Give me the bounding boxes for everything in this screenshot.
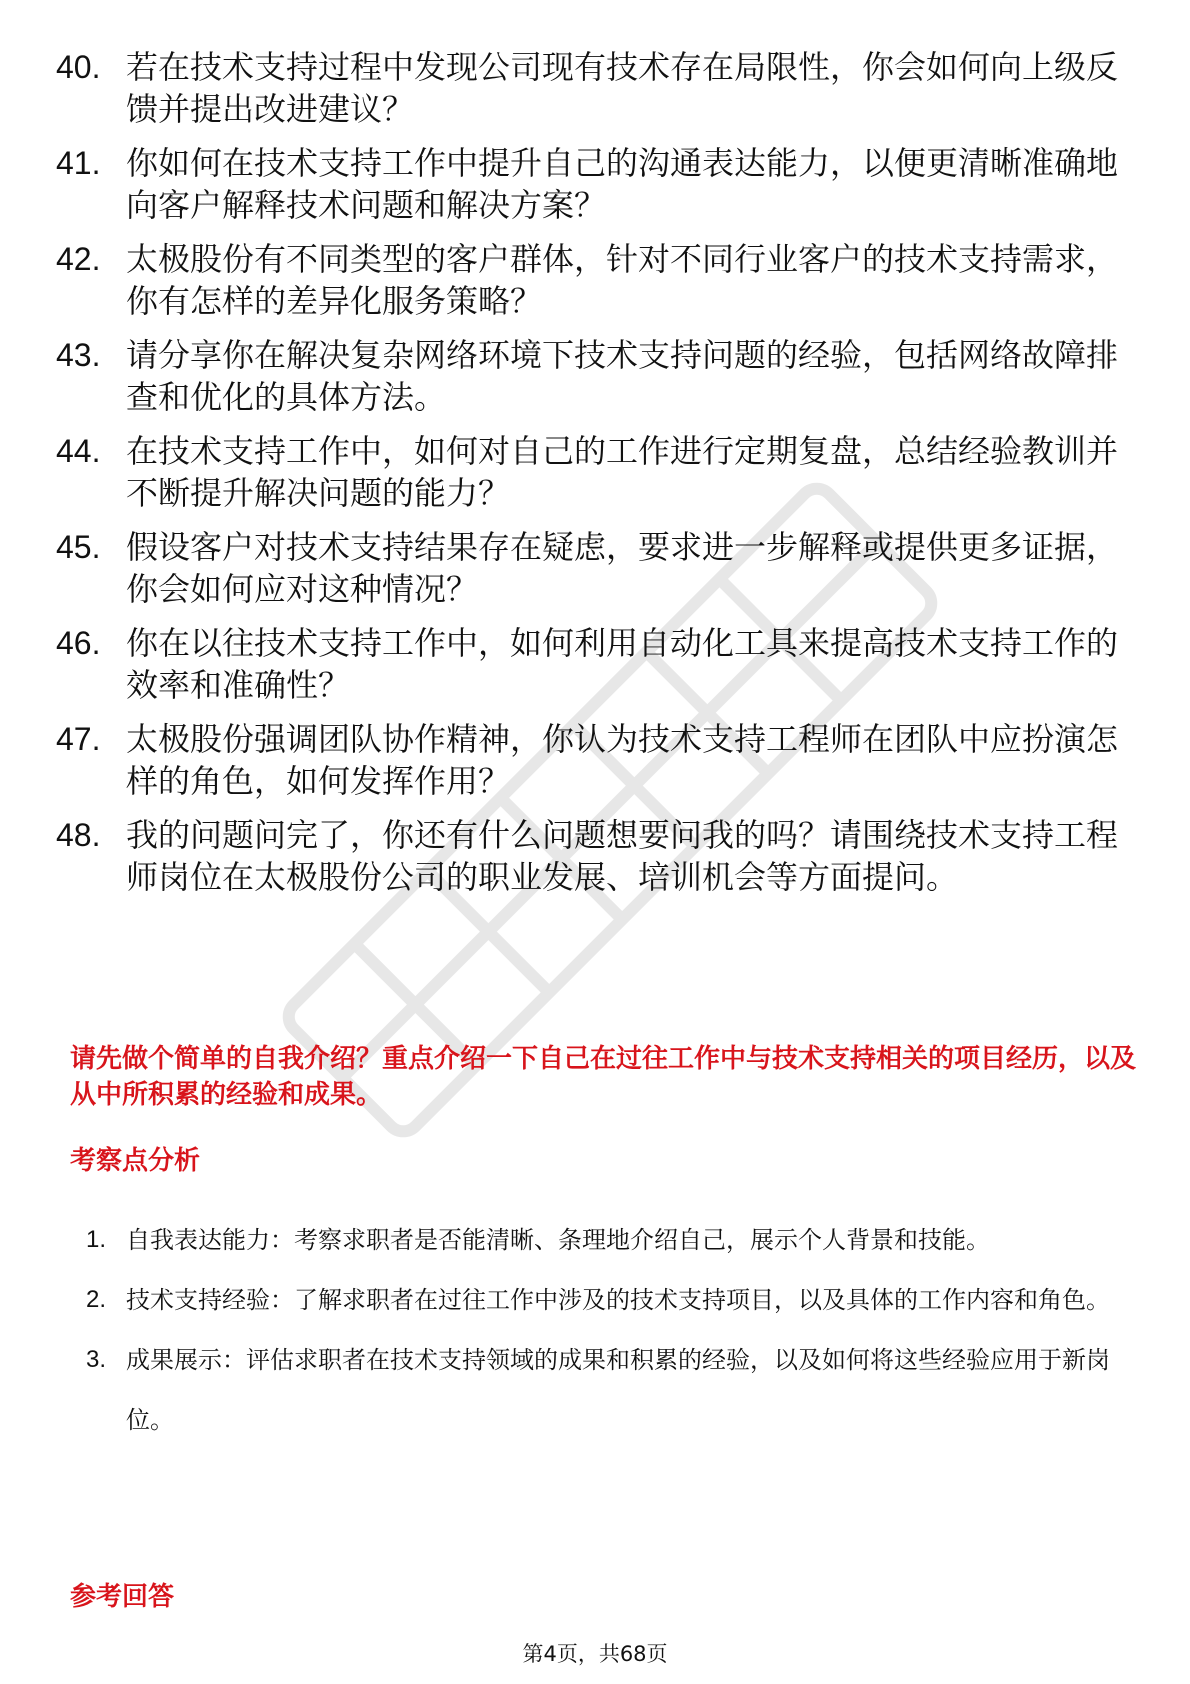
analysis-item (86, 1210, 1126, 1270)
question-item (56, 814, 1136, 898)
question-text: 我的问题问完了，你还有什么问题想要问我的吗？请围绕技术支持工程师岗位在太极股份公司的职业发展、培训机会等方面提问。 (126, 816, 1119, 896)
question-text: 若在技术支持过程中发现公司现有技术存在局限性，你会如何向上级反馈并提出改进建议？ (126, 48, 1119, 128)
question-item (56, 142, 1136, 226)
analysis-list (86, 1210, 1126, 1450)
question-number: 45. (56, 529, 101, 565)
question-item (56, 718, 1136, 802)
question-text: 请分享你在解决复杂网络环境下技术支持问题的经验，包括网络故障排查和优化的具体方法。 (126, 336, 1119, 416)
analysis-item (86, 1330, 1126, 1450)
question-item (56, 526, 1136, 610)
analysis-text: 成果展示：评估求职者在技术支持领域的成果和积累的经验，以及如何将这些经验应用于新岗位。 (126, 1346, 1110, 1434)
analysis-number: 3. (86, 1346, 107, 1373)
question-item (56, 334, 1136, 418)
question-item (56, 46, 1136, 130)
question-number: 47. (56, 721, 101, 757)
question-number: 44. (56, 433, 101, 469)
question-text: 你在以往技术支持工作中，如何利用自动化工具来提高技术支持工作的效率和准确性？ (126, 624, 1119, 704)
question-number: 43. (56, 337, 101, 373)
analysis-number: 2. (86, 1286, 107, 1313)
question-item (56, 238, 1136, 322)
question-number: 42. (56, 241, 101, 277)
question-number: 40. (56, 49, 101, 85)
analysis-text: 技术支持经验：了解求职者在过往工作中涉及的技术支持项目，以及具体的工作内容和角色。 (126, 1286, 1110, 1314)
question-number: 41. (56, 145, 101, 181)
reference-title: 参考回答 (70, 1582, 175, 1612)
question-text: 你如何在技术支持工作中提升自己的沟通表达能力，以便更清晰准确地向客户解释技术问题和解决方案？ (126, 144, 1119, 224)
analysis-item (86, 1270, 1126, 1330)
question-list (56, 46, 1136, 910)
highlight-question: 请先做个简单的自我介绍？重点介绍一下自己在过往工作中与技术支持相关的项目经历，以及从中所积累的经验和成果。 (70, 1044, 1137, 1110)
question-number: 48. (56, 817, 101, 853)
question-item (56, 622, 1136, 706)
question-number: 46. (56, 625, 101, 661)
analysis-text: 自我表达能力：考察求职者是否能清晰、条理地介绍自己，展示个人背景和技能。 (126, 1226, 990, 1254)
question-item (56, 430, 1136, 514)
analysis-number: 1. (86, 1226, 107, 1253)
question-text: 太极股份有不同类型的客户群体，针对不同行业客户的技术支持需求，你有怎样的差异化服务策略？ (126, 240, 1119, 320)
question-text: 假设客户对技术支持结果存在疑虑，要求进一步解释或提供更多证据，你会如何应对这种情况？ (126, 528, 1119, 608)
question-text: 太极股份强调团队协作精神，你认为技术支持工程师在团队中应扮演怎样的角色，如何发挥作用？ (126, 720, 1119, 800)
page-footer: 第4页，共68页 (522, 1642, 668, 1666)
analysis-title: 考察点分析 (70, 1146, 201, 1176)
question-text: 在技术支持工作中，如何对自己的工作进行定期复盘，总结经验教训并不断提升解决问题的能力？ (126, 432, 1119, 512)
